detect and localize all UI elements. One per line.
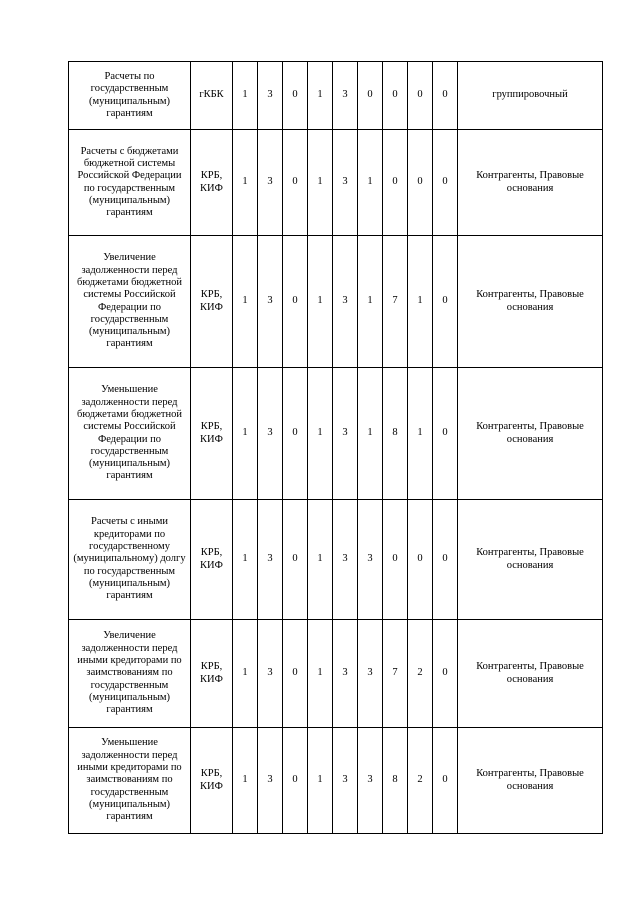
account-name-cell: Расчеты с иными кредиторами по государственному (муниципальному) долгу по государственным (муниципальным) гарантиям bbox=[69, 500, 191, 620]
digit-cell: 3 bbox=[258, 62, 283, 130]
account-name-cell: Расчеты с бюджетами бюджетной системы Российской Федерации по государственным (муниципальным) гарантиям bbox=[69, 130, 191, 236]
digit-cell: 0 bbox=[283, 62, 308, 130]
digit-cell: 3 bbox=[333, 500, 358, 620]
table-row bbox=[69, 236, 603, 368]
digit-cell: 0 bbox=[283, 236, 308, 368]
digit-cell: 8 bbox=[383, 368, 408, 500]
table-row bbox=[69, 500, 603, 620]
digit-cell: 0 bbox=[433, 368, 458, 500]
digit-cell: 3 bbox=[358, 728, 383, 834]
account-name-cell: Увеличение задолженности перед иными кредиторами по заимствованиям по государственным (муниципальным) гарантиям bbox=[69, 620, 191, 728]
digit-cell: 3 bbox=[258, 368, 283, 500]
table-row bbox=[69, 62, 603, 130]
digit-cell: 1 bbox=[233, 62, 258, 130]
digit-cell: 1 bbox=[233, 500, 258, 620]
analytics-cell: Контрагенты, Правовые основания bbox=[458, 500, 603, 620]
digit-cell: 1 bbox=[408, 368, 433, 500]
digit-cell: 0 bbox=[433, 130, 458, 236]
digit-cell: 3 bbox=[333, 236, 358, 368]
digit-cell: 1 bbox=[308, 728, 333, 834]
digit-cell: 1 bbox=[358, 236, 383, 368]
digit-cell: 0 bbox=[408, 130, 433, 236]
analytics-cell: Контрагенты, Правовые основания bbox=[458, 728, 603, 834]
digit-cell: 0 bbox=[433, 62, 458, 130]
account-name-cell: Уменьшение задолженности перед бюджетами бюджетной системы Российской Федерации по государственным (муниципальным) гарантиям bbox=[69, 368, 191, 500]
analytics-cell: Контрагенты, Правовые основания bbox=[458, 130, 603, 236]
digit-cell: 0 bbox=[358, 62, 383, 130]
table-row bbox=[69, 728, 603, 834]
account-name-cell: Увеличение задолженности перед бюджетами бюджетной системы Российской Федерации по государственным (муниципальным) гарантиям bbox=[69, 236, 191, 368]
digit-cell: 1 bbox=[233, 728, 258, 834]
analytics-cell: Контрагенты, Правовые основания bbox=[458, 620, 603, 728]
digit-cell: 1 bbox=[408, 236, 433, 368]
digit-cell: 7 bbox=[383, 236, 408, 368]
accounts-table bbox=[68, 61, 603, 834]
digit-cell: 3 bbox=[258, 728, 283, 834]
digit-cell: 3 bbox=[258, 236, 283, 368]
account-name-cell: Расчеты по государственным (муниципальным) гарантиям bbox=[69, 62, 191, 130]
digit-cell: 0 bbox=[433, 620, 458, 728]
digit-cell: 1 bbox=[233, 620, 258, 728]
digit-cell: 3 bbox=[258, 620, 283, 728]
account-name-cell: Уменьшение задолженности перед иными кредиторами по заимствованиям по государственным (муниципальным) гарантиям bbox=[69, 728, 191, 834]
digit-cell: 3 bbox=[358, 620, 383, 728]
digit-cell: 1 bbox=[233, 130, 258, 236]
digit-cell: 3 bbox=[333, 368, 358, 500]
digit-cell: 0 bbox=[383, 62, 408, 130]
digit-cell: 3 bbox=[333, 620, 358, 728]
digit-cell: 0 bbox=[283, 728, 308, 834]
digit-cell: 0 bbox=[383, 500, 408, 620]
digit-cell: 7 bbox=[383, 620, 408, 728]
digit-cell: 1 bbox=[358, 368, 383, 500]
digit-cell: 0 bbox=[283, 368, 308, 500]
digit-cell: 0 bbox=[433, 728, 458, 834]
account-code-cell: КРБ, КИФ bbox=[191, 500, 233, 620]
digit-cell: 3 bbox=[333, 130, 358, 236]
account-code-cell: КРБ, КИФ bbox=[191, 728, 233, 834]
digit-cell: 3 bbox=[258, 130, 283, 236]
digit-cell: 1 bbox=[308, 620, 333, 728]
account-code-cell: КРБ, КИФ bbox=[191, 236, 233, 368]
table-row bbox=[69, 130, 603, 236]
digit-cell: 1 bbox=[308, 368, 333, 500]
digit-cell: 0 bbox=[408, 62, 433, 130]
account-code-cell: гКБК bbox=[191, 62, 233, 130]
table-row bbox=[69, 368, 603, 500]
digit-cell: 2 bbox=[408, 620, 433, 728]
digit-cell: 1 bbox=[233, 368, 258, 500]
digit-cell: 2 bbox=[408, 728, 433, 834]
account-code-cell: КРБ, КИФ bbox=[191, 130, 233, 236]
digit-cell: 1 bbox=[308, 130, 333, 236]
digit-cell: 3 bbox=[333, 728, 358, 834]
digit-cell: 0 bbox=[283, 500, 308, 620]
analytics-cell: Контрагенты, Правовые основания bbox=[458, 368, 603, 500]
digit-cell: 3 bbox=[258, 500, 283, 620]
digit-cell: 1 bbox=[358, 130, 383, 236]
digit-cell: 0 bbox=[433, 500, 458, 620]
digit-cell: 0 bbox=[283, 130, 308, 236]
digit-cell: 0 bbox=[283, 620, 308, 728]
digit-cell: 1 bbox=[233, 236, 258, 368]
digit-cell: 1 bbox=[308, 500, 333, 620]
digit-cell: 3 bbox=[358, 500, 383, 620]
analytics-cell: группировочный bbox=[458, 62, 603, 130]
digit-cell: 0 bbox=[433, 236, 458, 368]
account-code-cell: КРБ, КИФ bbox=[191, 620, 233, 728]
digit-cell: 1 bbox=[308, 62, 333, 130]
digit-cell: 0 bbox=[408, 500, 433, 620]
table-body bbox=[69, 62, 603, 834]
digit-cell: 1 bbox=[308, 236, 333, 368]
digit-cell: 8 bbox=[383, 728, 408, 834]
account-code-cell: КРБ, КИФ bbox=[191, 368, 233, 500]
digit-cell: 0 bbox=[383, 130, 408, 236]
analytics-cell: Контрагенты, Правовые основания bbox=[458, 236, 603, 368]
digit-cell: 3 bbox=[333, 62, 358, 130]
table-row bbox=[69, 620, 603, 728]
